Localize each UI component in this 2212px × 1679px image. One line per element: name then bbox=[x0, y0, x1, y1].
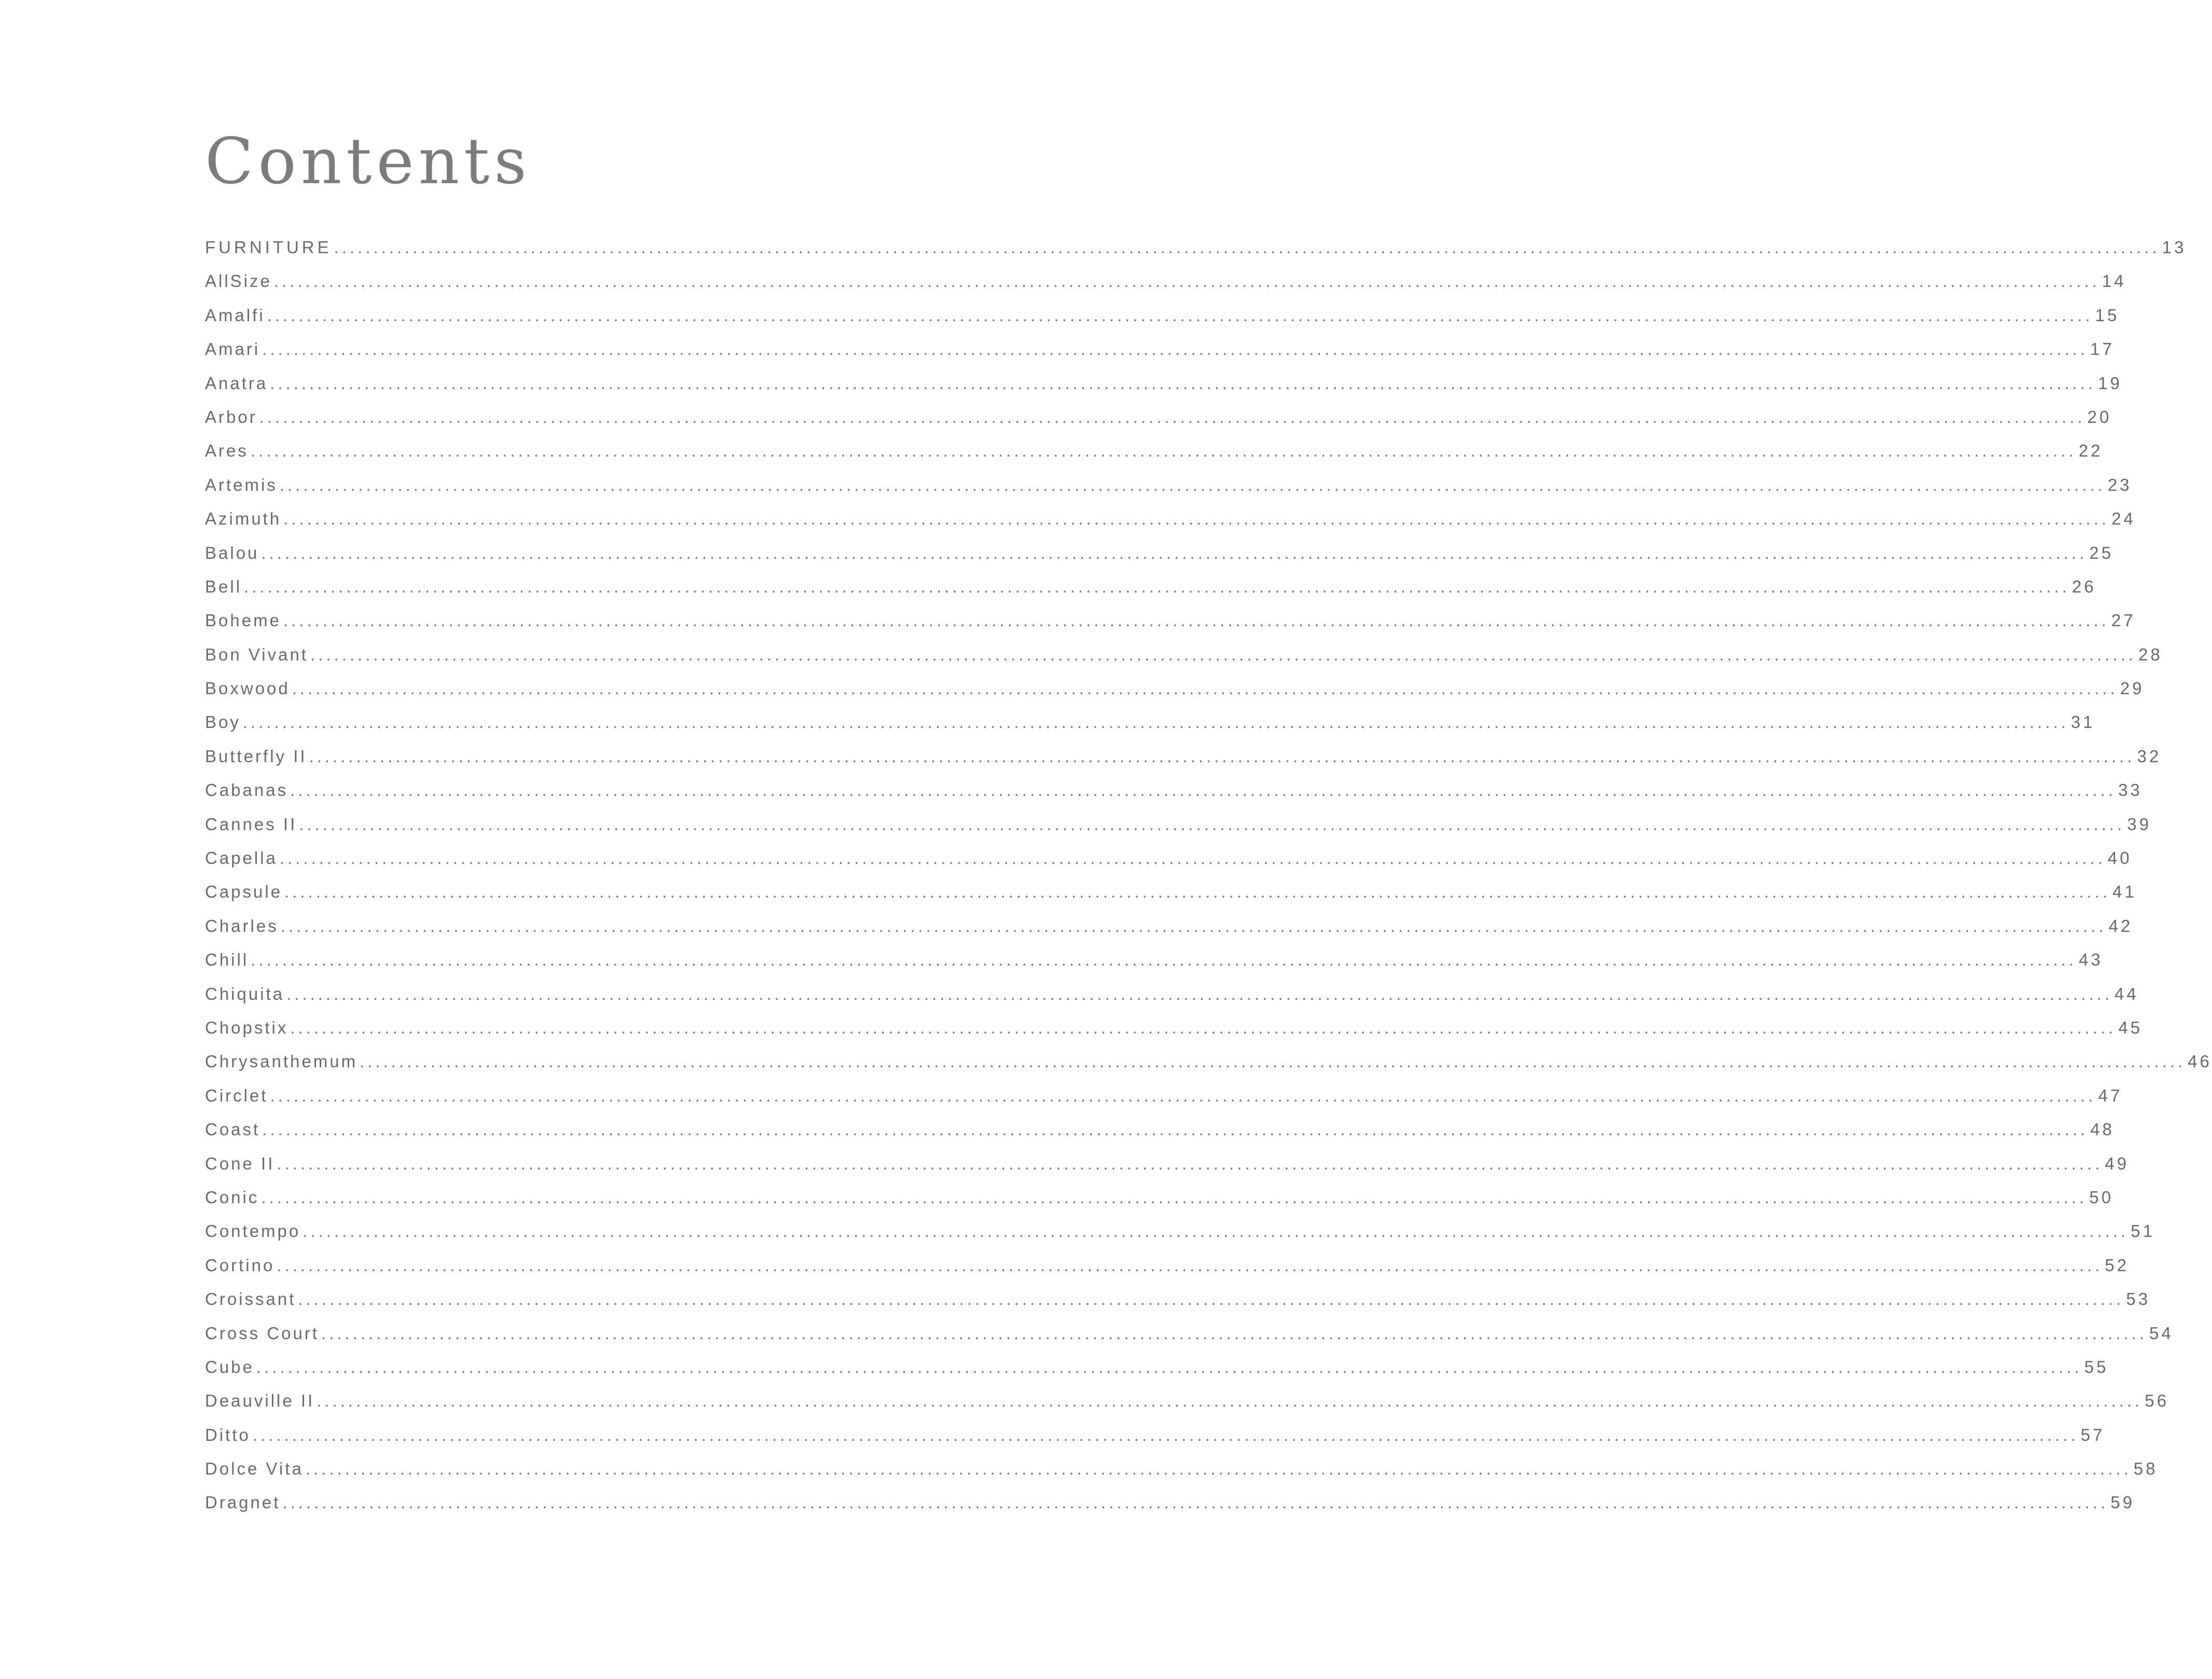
toc-entry[interactable] bbox=[205, 848, 2132, 882]
toc-entry-label: Arbor bbox=[205, 407, 257, 426]
toc-entry[interactable] bbox=[205, 916, 2133, 950]
toc-entry-page: 57 bbox=[2080, 1425, 2105, 1444]
toc-entry-label: Amalfi bbox=[205, 305, 265, 325]
toc-entry[interactable] bbox=[205, 1289, 2151, 1323]
toc-section-page: 13 bbox=[2162, 238, 2187, 257]
dot-leader bbox=[251, 950, 2077, 970]
toc-entry-page: 17 bbox=[2090, 339, 2114, 359]
toc-entry[interactable] bbox=[205, 1323, 2174, 1357]
dot-leader bbox=[309, 747, 2135, 766]
toc-entry[interactable] bbox=[205, 1052, 2212, 1085]
toc-entry-label: Capella bbox=[205, 848, 278, 868]
dot-leader bbox=[286, 984, 2112, 1004]
dot-leader bbox=[284, 882, 2110, 902]
dot-leader bbox=[306, 1459, 2132, 1479]
toc-section-furniture[interactable] bbox=[205, 238, 2187, 271]
toc-entry[interactable] bbox=[205, 780, 2142, 814]
toc-entry[interactable] bbox=[205, 1357, 2109, 1391]
dot-leader bbox=[267, 306, 2093, 325]
toc-entry[interactable] bbox=[205, 611, 2136, 644]
dot-leader bbox=[261, 543, 2087, 563]
toc-entry-label: Bon Vivant bbox=[205, 644, 309, 664]
toc-entry-label: Chiquita bbox=[205, 984, 285, 1003]
toc-entry-page: 14 bbox=[2101, 271, 2126, 291]
toc-entry-page: 26 bbox=[2072, 576, 2096, 596]
toc-entry-page: 47 bbox=[2098, 1085, 2123, 1105]
toc-section-label: FURNITURE bbox=[205, 238, 332, 257]
toc-entry[interactable] bbox=[205, 576, 2096, 611]
toc-entry-page: 41 bbox=[2112, 882, 2137, 902]
dot-leader bbox=[292, 679, 2118, 698]
dot-leader bbox=[277, 1256, 2103, 1275]
toc-entry-label: Coast bbox=[205, 1120, 260, 1139]
toc-entry-page: 31 bbox=[2070, 712, 2095, 732]
toc-entry[interactable] bbox=[205, 644, 2163, 679]
toc-entry-page: 20 bbox=[2087, 407, 2112, 426]
toc-entry-label: Ditto bbox=[205, 1425, 251, 1444]
toc-entry-page: 22 bbox=[2078, 441, 2103, 461]
toc-entry-page: 43 bbox=[2079, 950, 2103, 970]
toc-entry-page: 24 bbox=[2111, 509, 2136, 529]
toc-entry-page: 44 bbox=[2114, 984, 2139, 1003]
toc-entry[interactable] bbox=[205, 882, 2137, 916]
dot-leader bbox=[277, 1154, 2103, 1174]
table-of-contents bbox=[205, 238, 2212, 1527]
toc-entry-page: 53 bbox=[2126, 1289, 2151, 1309]
toc-entry-page: 51 bbox=[2131, 1221, 2155, 1241]
toc-entry[interactable] bbox=[205, 339, 2114, 373]
toc-entry-label: Deauville II bbox=[205, 1391, 315, 1411]
toc-entry[interactable] bbox=[205, 950, 2103, 984]
toc-entry[interactable] bbox=[205, 509, 2136, 543]
toc-entry[interactable] bbox=[205, 1017, 2143, 1052]
toc-entry-label: Anatra bbox=[205, 373, 268, 393]
toc-entry-label: Butterfly II bbox=[205, 746, 307, 766]
toc-entry[interactable] bbox=[205, 746, 2162, 780]
dot-leader bbox=[251, 441, 2077, 461]
dot-leader bbox=[274, 271, 2100, 291]
dot-leader bbox=[321, 1324, 2147, 1343]
toc-entry-label: Capsule bbox=[205, 882, 283, 902]
toc-entry-label: Boheme bbox=[205, 611, 281, 630]
toc-entry-page: 32 bbox=[2137, 746, 2162, 766]
dot-leader bbox=[282, 1493, 2108, 1512]
toc-entry[interactable] bbox=[205, 1459, 2158, 1493]
toc-entry[interactable] bbox=[205, 1120, 2115, 1153]
toc-entry[interactable] bbox=[205, 305, 2120, 339]
dot-leader bbox=[244, 577, 2070, 597]
toc-entry-page: 46 bbox=[2188, 1052, 2212, 1071]
toc-entry-label: Conic bbox=[205, 1187, 259, 1207]
toc-entry[interactable] bbox=[205, 1187, 2114, 1221]
toc-entry-page: 54 bbox=[2149, 1323, 2174, 1343]
toc-entry-label: Azimuth bbox=[205, 509, 282, 529]
dot-leader bbox=[256, 1357, 2082, 1377]
dot-leader bbox=[360, 1052, 2186, 1071]
dot-leader bbox=[310, 645, 2136, 665]
toc-entry-label: Cortino bbox=[205, 1255, 275, 1275]
dot-leader bbox=[280, 848, 2106, 868]
toc-entry-label: Amari bbox=[205, 339, 260, 359]
dot-leader bbox=[262, 339, 2088, 359]
toc-entry-label: Cabanas bbox=[205, 780, 288, 800]
toc-entry-label: Contempo bbox=[205, 1221, 301, 1241]
toc-entry-page: 52 bbox=[2105, 1255, 2129, 1275]
toc-entry-label: Chill bbox=[205, 950, 249, 970]
dot-leader bbox=[259, 407, 2085, 427]
toc-entry[interactable] bbox=[205, 475, 2132, 509]
toc-entry-label: Cube bbox=[205, 1357, 254, 1377]
toc-entry-page: 19 bbox=[2098, 373, 2123, 393]
toc-entry-page: 56 bbox=[2145, 1391, 2169, 1411]
toc-entry[interactable] bbox=[205, 1255, 2129, 1289]
toc-entry-page: 23 bbox=[2107, 475, 2132, 494]
toc-entry-page: 48 bbox=[2090, 1120, 2115, 1139]
toc-entry-label: Chrysanthemum bbox=[205, 1052, 358, 1071]
toc-entry-page: 59 bbox=[2110, 1493, 2135, 1512]
toc-entry-label: Boxwood bbox=[205, 679, 290, 698]
toc-entry-page: 49 bbox=[2105, 1153, 2129, 1173]
toc-entry[interactable] bbox=[205, 1425, 2105, 1459]
toc-entry-page: 28 bbox=[2138, 644, 2163, 664]
toc-entry-page: 39 bbox=[2127, 814, 2152, 834]
toc-entry[interactable] bbox=[205, 679, 2145, 712]
toc-entry-label: Dragnet bbox=[205, 1493, 281, 1512]
toc-entry-page: 29 bbox=[2120, 679, 2145, 698]
dot-leader bbox=[283, 509, 2109, 529]
toc-entry[interactable] bbox=[205, 1493, 2135, 1526]
page-title: Contents bbox=[205, 125, 531, 198]
toc-entry-page: 42 bbox=[2108, 916, 2133, 935]
toc-entry-page: 58 bbox=[2133, 1459, 2158, 1479]
toc-entry-page: 25 bbox=[2089, 543, 2114, 562]
toc-entry[interactable] bbox=[205, 1085, 2123, 1120]
toc-entry-page: 27 bbox=[2111, 611, 2136, 630]
dot-leader bbox=[262, 1120, 2088, 1139]
toc-entry[interactable] bbox=[205, 1391, 2169, 1425]
toc-entry-label: Circlet bbox=[205, 1085, 268, 1105]
dot-leader bbox=[270, 374, 2096, 393]
dot-leader bbox=[317, 1391, 2142, 1411]
toc-entry[interactable] bbox=[205, 373, 2123, 407]
toc-entry-label: Artemis bbox=[205, 475, 278, 494]
dot-leader bbox=[334, 238, 2160, 257]
dot-leader bbox=[299, 815, 2125, 834]
toc-entry-page: 15 bbox=[2095, 305, 2120, 325]
toc-entry-page: 33 bbox=[2118, 780, 2142, 800]
toc-entry-page: 40 bbox=[2108, 848, 2132, 868]
toc-entry[interactable] bbox=[205, 814, 2152, 848]
dot-leader bbox=[243, 712, 2069, 732]
toc-entry-label: Boy bbox=[205, 712, 241, 732]
toc-entry[interactable] bbox=[205, 543, 2114, 577]
toc-entry-label: Cannes II bbox=[205, 814, 297, 834]
toc-entry[interactable] bbox=[205, 271, 2126, 305]
toc-entry[interactable] bbox=[205, 1221, 2155, 1255]
toc-entry[interactable] bbox=[205, 1153, 2129, 1188]
toc-entry-page: 50 bbox=[2089, 1187, 2114, 1207]
toc-entry-label: AllSize bbox=[205, 271, 272, 291]
toc-entry-page: 45 bbox=[2118, 1017, 2143, 1037]
toc-entry-label: Cross Court bbox=[205, 1323, 320, 1343]
dot-leader bbox=[270, 1086, 2096, 1106]
toc-entry-label: Chopstix bbox=[205, 1017, 288, 1037]
dot-leader bbox=[253, 1425, 2079, 1445]
toc-entry[interactable] bbox=[205, 712, 2095, 746]
dot-leader bbox=[283, 611, 2109, 630]
toc-entry-label: Ares bbox=[205, 441, 249, 461]
toc-entry-label: Cone II bbox=[205, 1153, 275, 1173]
toc-entry[interactable] bbox=[205, 441, 2103, 475]
dot-leader bbox=[280, 475, 2106, 495]
dot-leader bbox=[290, 780, 2116, 800]
toc-entry-label: Dolce Vita bbox=[205, 1459, 304, 1479]
toc-entry[interactable] bbox=[205, 407, 2112, 441]
toc-entry[interactable] bbox=[205, 984, 2139, 1018]
dot-leader bbox=[281, 916, 2107, 936]
toc-entry-page: 55 bbox=[2084, 1357, 2109, 1377]
dot-leader bbox=[303, 1221, 2128, 1241]
toc-entry-label: Charles bbox=[205, 916, 279, 935]
dot-leader bbox=[261, 1188, 2087, 1207]
toc-entry-label: Croissant bbox=[205, 1289, 296, 1309]
dot-leader bbox=[298, 1289, 2124, 1309]
toc-entry-label: Bell bbox=[205, 576, 242, 596]
toc-entry-label: Balou bbox=[205, 543, 259, 562]
dot-leader bbox=[290, 1018, 2116, 1038]
